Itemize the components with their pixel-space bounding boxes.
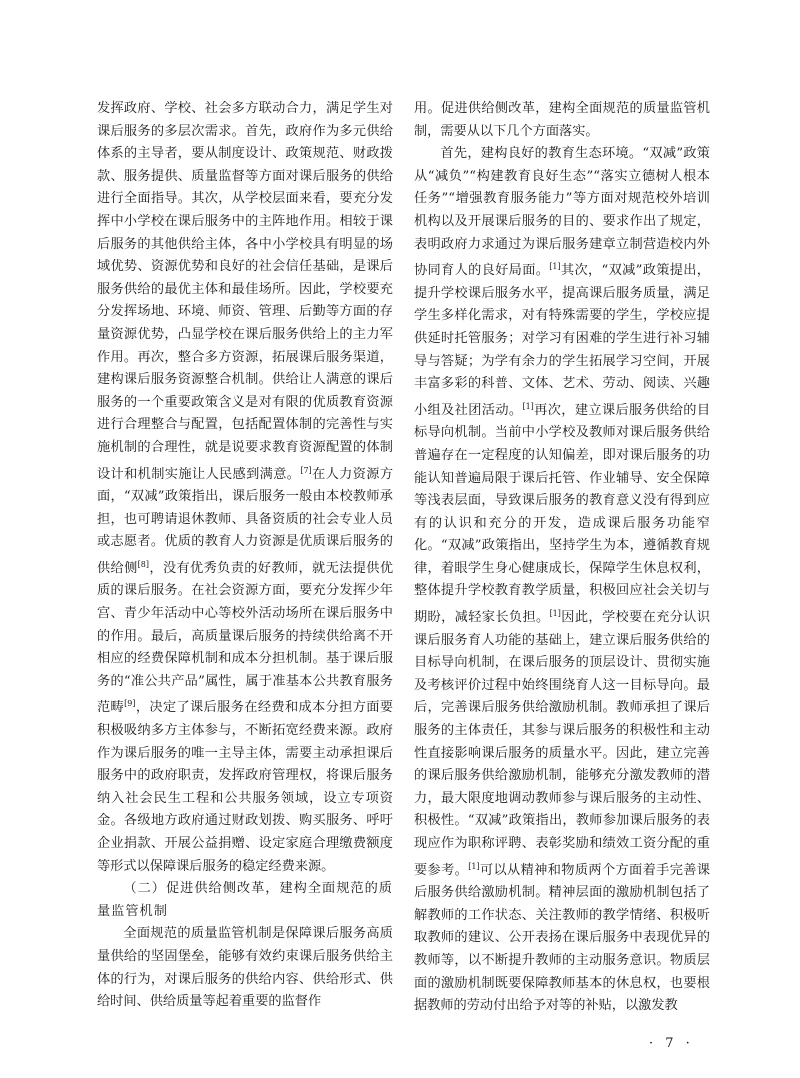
citation-7: [7] [300, 465, 312, 475]
right-column [414, 98, 710, 1018]
citation-9: [9] [124, 699, 136, 709]
citation-8: [8] [137, 559, 150, 569]
citation-1: [1] [522, 401, 534, 411]
text-run: 首先，建构良好的教育生态环境。“双减”政策从“减负”“构建教育良好生态”“落实立德树人根本任务”“增强教育服务能力”等方面对规范校外培训机构以及开展课后服务的目的、要求作出了规定，表明政府力求通过为课后服务建章立制营造校内外协同育人的良好局面。 [414, 146, 710, 279]
right-paragraph-2 [414, 143, 710, 1018]
text-run: 在人力资源方面，“双减”政策指出，课后服务一般由本校教师承担，也可聘请退休教师、具备资质的社会专业人员或志愿者。优质的教育人力资源是优质课后服务的供给侧 [97, 466, 394, 576]
right-paragraph-1: 用。促进供给侧改革，建构全面规范的质量监管机制，需要从以下几个方面落实。 [414, 101, 710, 139]
text-run: 发挥政府、学校、社会多方联动合力，满足学生对课后服务的多层次需求。首先，政府作为多元供给体系的主导者，要从制度设计、政策规范、财政拨款、服务提供、质量监督等方面对课后服务的供给进行全面指导。其次，从学校层面来看，要充分发挥中小学校在课后服务中的主阵地作用。相较于课后服务的其他供给主体，各中小学校具有明显的场域优势、资源优势和良好的社会信任基础，是课后服务供给的最优主体和最佳场所。因此，学校要充分发挥场地、环境、师资、管理、后勤等方面的存量资源优势，凸显学校在课后服务供给上的主力军作用。再次，整合多方资源，拓展课后服务渠道，建构课后服务资源整合机制。供给让人满意的课后服务的一个重要政策含义是对有限的优质教育资源进行合理整合与配置，包括配置体制的完善性与实施机制的合理性，就是说要求教育资源配置的体制设计和机制实施让人民感到满意。 [97, 101, 393, 482]
text-run: ，没有优秀负责的好教师，就无法提供优质的课后服务。在社会资源方面，要充分发挥少年宫、青少年活动中心等校外活动场所在课后服务中的作用。最后，高质量课后服务的持续供给离不开相应的经费保障机制和成本分担机制。基于课后服务的“准公共产品”属性，属于准基本公共教育服务范畴 [97, 560, 394, 716]
citation-1: [1] [549, 262, 561, 272]
citation-1: [1] [468, 861, 480, 871]
left-column [97, 98, 393, 1014]
text-run: 可以从精神和物质两个方面着手完善课后服务供给激励机制。精神层面的激励机制包括了解教师的工作状态、关注教师的教学情绪、积极听取教师的建议、公开表扬在课后服务中表现优异的教师等，以不断提升教师的主动服务意识。物质层面的激励机制既要保障教师基本的休息权，也要根据教师的劳动付出给予对等的补贴，以激发教 [414, 862, 711, 1014]
text-run: 因此，学校要在充分认识课后服务育人功能的基础上，建立课后服务供给的目标导向机制，在课后服务的顶层设计、贯彻实施及考核评价过程中始终围绕育人这一目标导向。最后，完善课后服务供给激励机制。教师承担了课后服务的主体责任，其参与课后服务的积极性和主动性直接影响课后服务的质量水平。因此，建立完善的课后服务供给激励机制，能够充分激发教师的潜力，最大限度地调动教师参与课后服务的主动性、积极性。“双减”政策指出，教师参加课后服务的表现应作为职称评聘、表彰奖励和绩效工资分配的重要参考。 [414, 610, 711, 878]
page-number: · 7 · [649, 1036, 694, 1051]
section-subheading: （二）促进供给侧改革，建构全面规范的质量监管机制 [97, 881, 393, 919]
left-paragraph-1 [97, 98, 393, 878]
text-run: 再次，建立课后服务供给的目标导向机制。当前中小学校及教师对课后服务供给普遍存在一定程度的认知偏差，即对课后服务的功能认知普遍局限于课后托管、作业辅导、安全保障等浅表层面，导致课后服务的教育意义没有得到应有的认识和充分的开发，造成课后服务功能窄化。“双减”政策指出，坚持学生为本，遵循教育规律，着眼学生身心健康成长，保障学生休息权利，整体提升学校教育教学质量，积极回应社会关切与期盼，减轻家长负担。 [414, 402, 711, 626]
citation-1: [1] [549, 609, 561, 619]
text-run: ，决定了课后服务在经费和成本分担方面要积极吸纳多方主体参与，不断拓宽经费来源。政府作为课后服务的唯一主导主体，需要主动承担课后服务中的政府职责，发挥政府管理权，将课后服务纳入社会民生工程和公共服务领域，设立专项资金。各级地方政府通过财政划拨、购买服务、呼吁企业捐款、开展公益捐赠、设定家庭合理缴费额度等形式以保障课后服务的稳定经费来源。 [97, 700, 394, 874]
left-paragraph-2: 全面规范的质量监管机制是保障课后服务高质量供给的坚固堡垒，能够有效约束课后服务供给主体的行为，对课后服务的供给内容、供给形式、供给时间、供给质量等起着重要的监督作 [97, 926, 393, 1010]
text-run: 其次，“双减”政策提出，提升学校课后服务水平，提高课后服务质量，满足学生多样化需求，对有特殊需要的学生，学校应提供延时托管服务；对学习有困难的学生进行补习辅导与答疑；为学有余力的学生拓展学习空间，开展丰富多彩的科普、文体、艺术、劳动、阅读、兴趣小组及社团活动。 [414, 263, 710, 418]
